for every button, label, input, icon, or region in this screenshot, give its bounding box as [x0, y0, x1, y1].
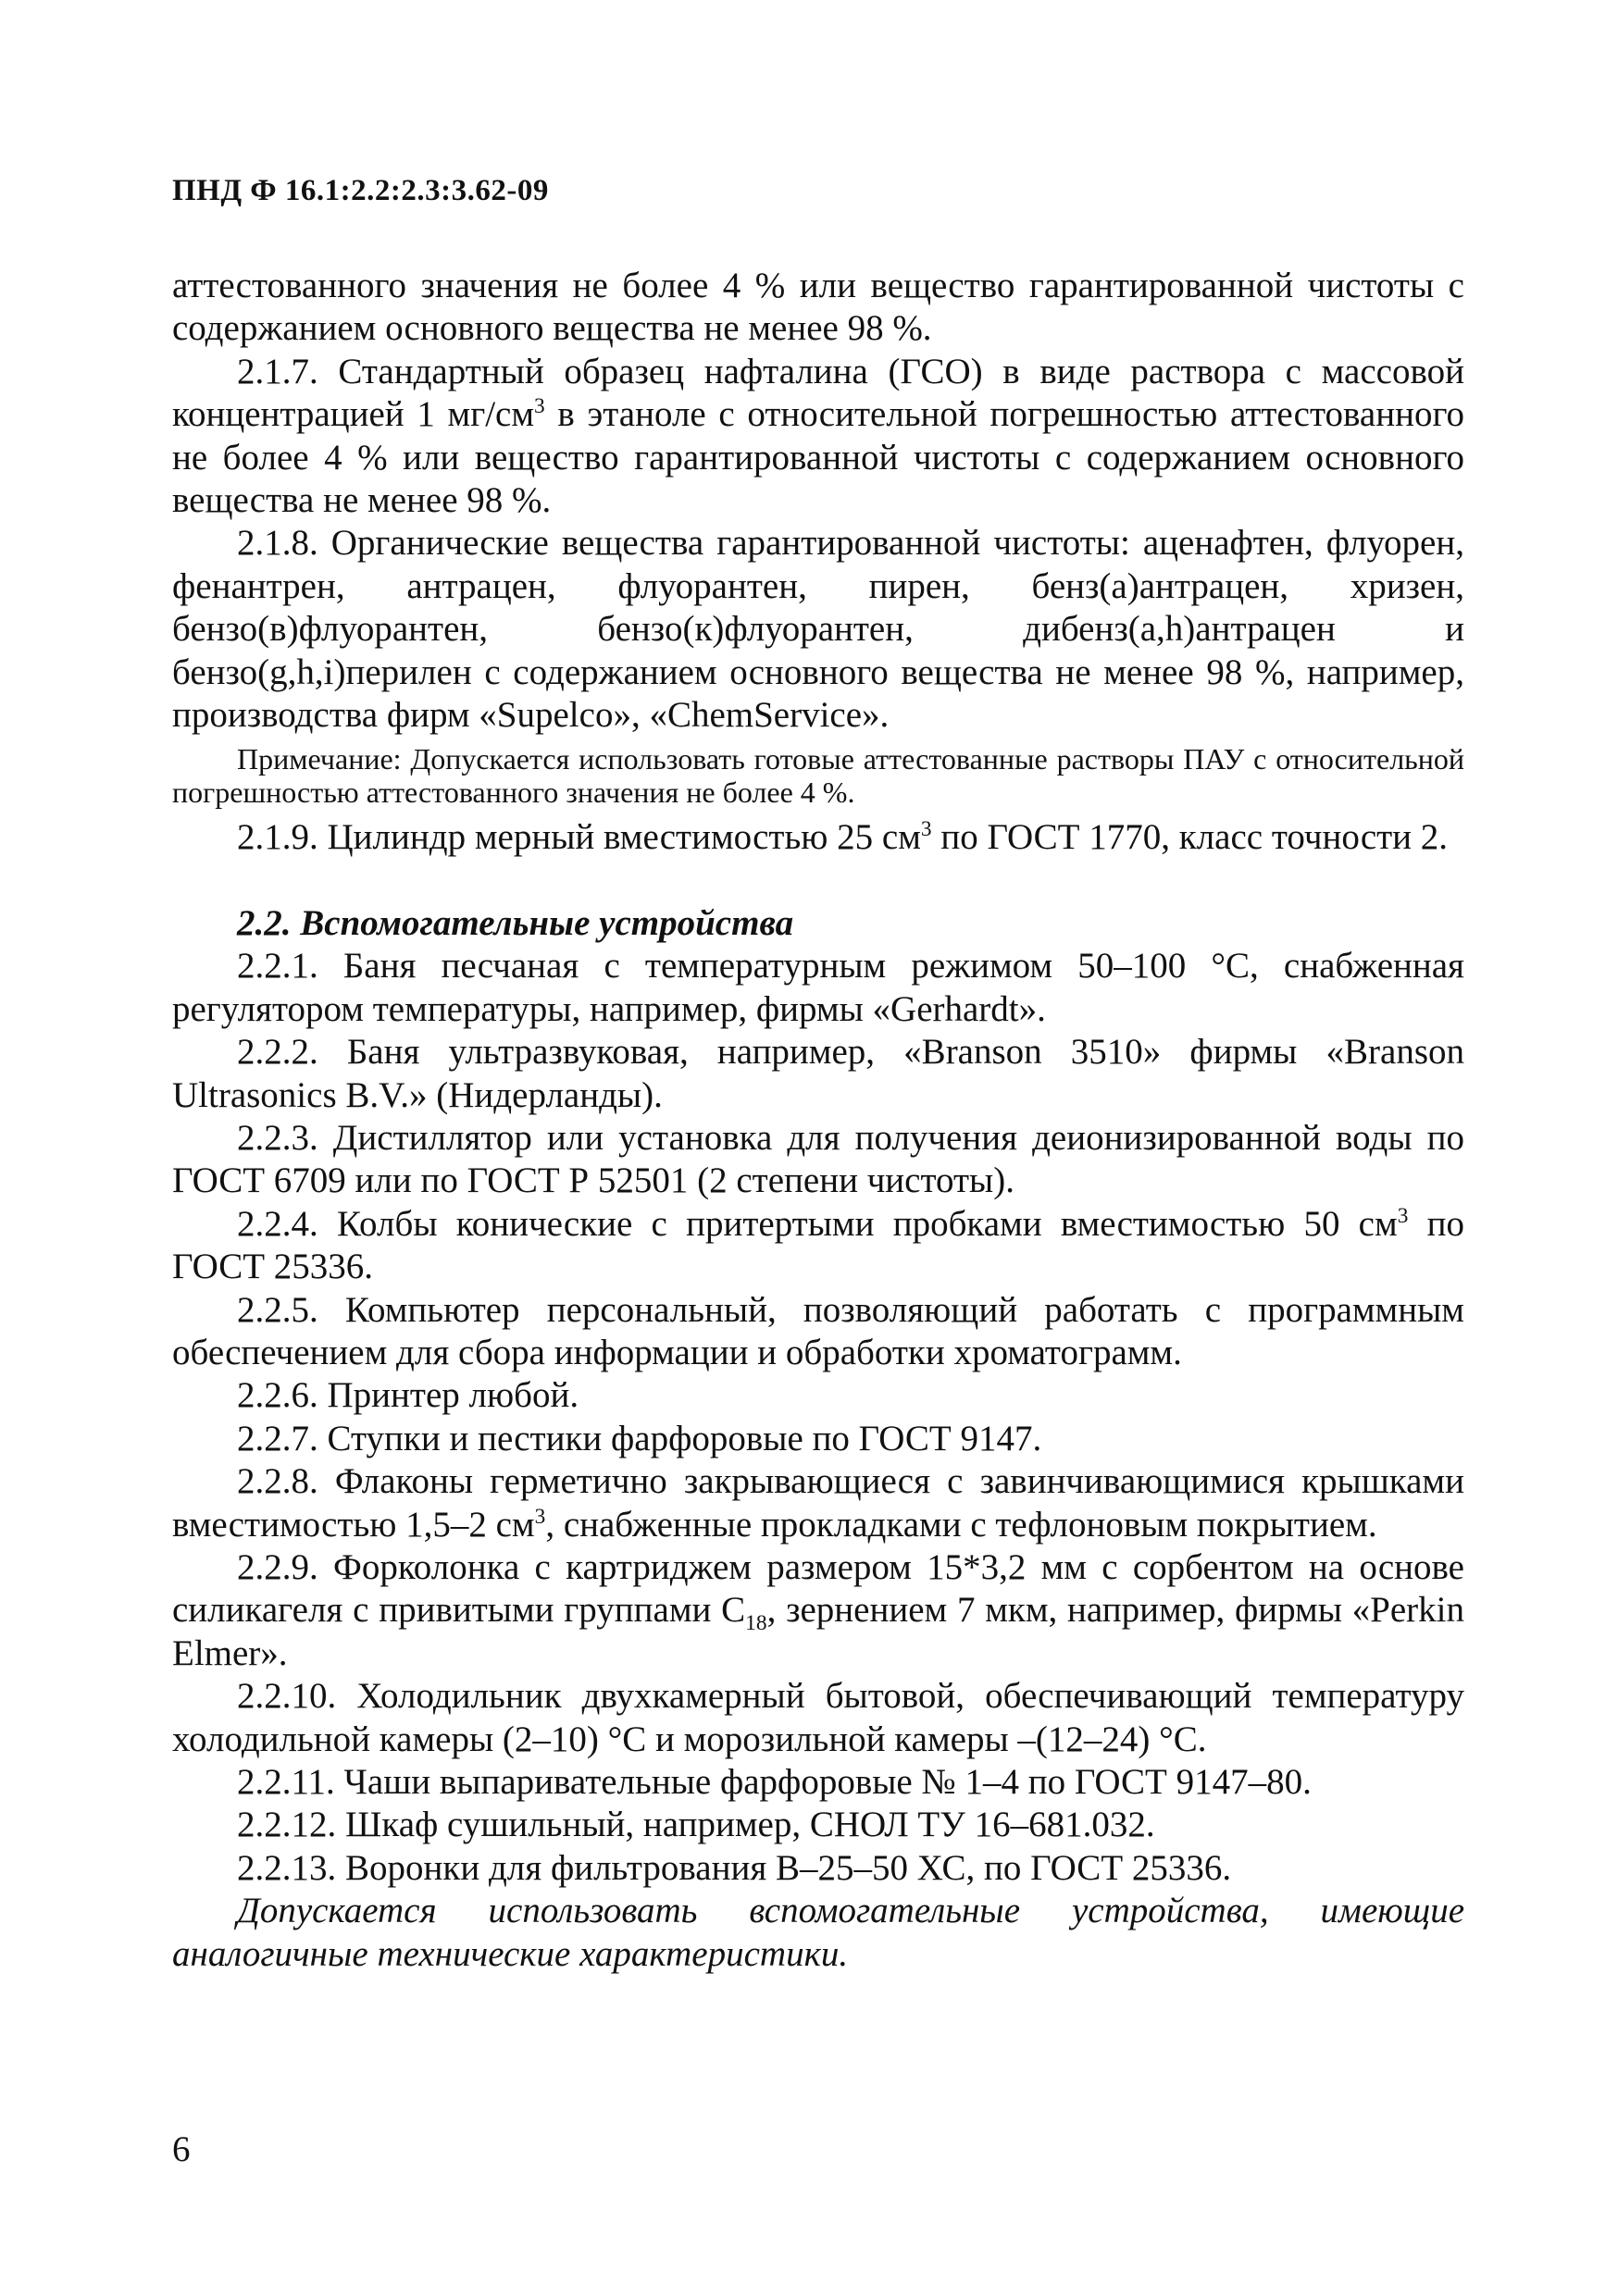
paragraph-2-1-8: 2.1.8. Органические вещества гарантированной чистоты: аценафтен, флуорен, фенантрен, антрацен, флуорантен, пирен, бенз(а)антрацен, хризен, бензо(в)флуорантен, бензо(к)флуорантен, дибенз(a,h)антрацен и бензо(g,h,i)перилен с содержанием основного вещества не менее 98 %, например, производства фирм «Supelco», «ChemService».: [172, 523, 1464, 736]
paragraph-2-2-12: 2.2.12. Шкаф сушильный, например, СНОЛ ТУ 16–681.032.: [237, 1805, 1155, 1845]
paragraph-2-2-9: 2.2.9. Форколонка с картриджем размером 15*3,2 мм с сорбентом на основе силикагеля с привитыми группами $C_{18}$, зернением 7 мкм, например, фирмы «Perkin Elmer».: [172, 1546, 1464, 1673]
paragraph-2-2-4: 2.2.4. Колбы конические с притертыми пробками вместимостью 50 $см^3$ по ГОСТ 25336.: [172, 1203, 1464, 1287]
paragraph-2-2-2: 2.2.2. Баня ультразвуковая, например, «Branson 3510» фирмы «Branson Ultrasonics B.V.» (Нидерланды).: [172, 1032, 1464, 1115]
document-body: [172, 265, 1464, 1976]
paragraph-2-2-10: 2.2.10. Холодильник двухкамерный бытовой, обеспечивающий температуру холодильной камеры (2–10) °С и морозильной камеры –(12–24) °С.: [172, 1676, 1464, 1759]
page-number: 6: [172, 2129, 191, 2169]
paragraph-2-2-13: 2.2.13. Воронки для фильтрования В–25–50 ХС, по ГОСТ 25336.: [237, 1847, 1232, 1888]
paragraph-2-1-9: 2.1.9. Цилиндр мерный вместимостью 25 $см^3$ по ГОСТ 1770, класс точности 2.: [237, 817, 1449, 858]
note: Примечание: Допускается использовать готовые аттестованные растворы ПАУ с относительной погрешностью аттестованного значения не более 4 %.: [172, 742, 1464, 810]
paragraph-2-2-11: 2.2.11. Чаши выпаривательные фарфоровые № 1–4 по ГОСТ 9147–80.: [237, 1762, 1312, 1802]
paragraph-2-2-1: 2.2.1. Баня песчаная с температурным режимом 50–100 °С, снабженная регулятором температуры, например, фирмы «Gerhardt».: [172, 946, 1464, 1029]
paragraph-continuation: аттестованного значения не более 4 % или вещество гарантированной чистоты с содержанием основного вещества не менее 98 %.: [172, 266, 1464, 349]
paragraph-2-2-7: 2.2.7. Ступки и пестики фарфоровые по ГОСТ 9147.: [237, 1418, 1042, 1458]
paragraph-2-2-6: 2.2.6. Принтер любой.: [237, 1375, 579, 1416]
paragraph-2-1-7: 2.1.7. Стандартный образец нафталина (ГСО) в виде раствора с массовой концентрацией 1 $мг/см^3$ в этаноле с относительной погрешностью аттестованного не более 4 % или вещество гарантированной чистоты с содержанием основного вещества не менее 98 %.: [172, 351, 1464, 521]
section-heading-2-2: 2.2. Вспомогательные устройства: [237, 902, 794, 943]
paragraph-2-2-3: 2.2.3. Дистиллятор или установка для получения деионизированной воды по ГОСТ 6709 или по ГОСТ Р 52501 (2 степени чистоты).: [172, 1117, 1464, 1201]
paragraph-2-2-8: 2.2.8. Флаконы герметично закрывающиеся с завинчивающимися крышками вместимостью 1,5–2 $см^3$, снабженные прокладками с тефлоновым покрытием.: [172, 1461, 1464, 1545]
closing-note: Допускается использовать вспомогательные устройства, имеющие аналогичные технические характеристики.: [172, 1891, 1464, 1974]
document-header: ПНД Ф 16.1:2.2:2.3:3.62-09: [172, 174, 549, 207]
paragraph-2-2-5: 2.2.5. Компьютер персональный, позволяющий работать с программным обеспечением для сбора информации и обработки хроматограмм.: [172, 1289, 1464, 1372]
